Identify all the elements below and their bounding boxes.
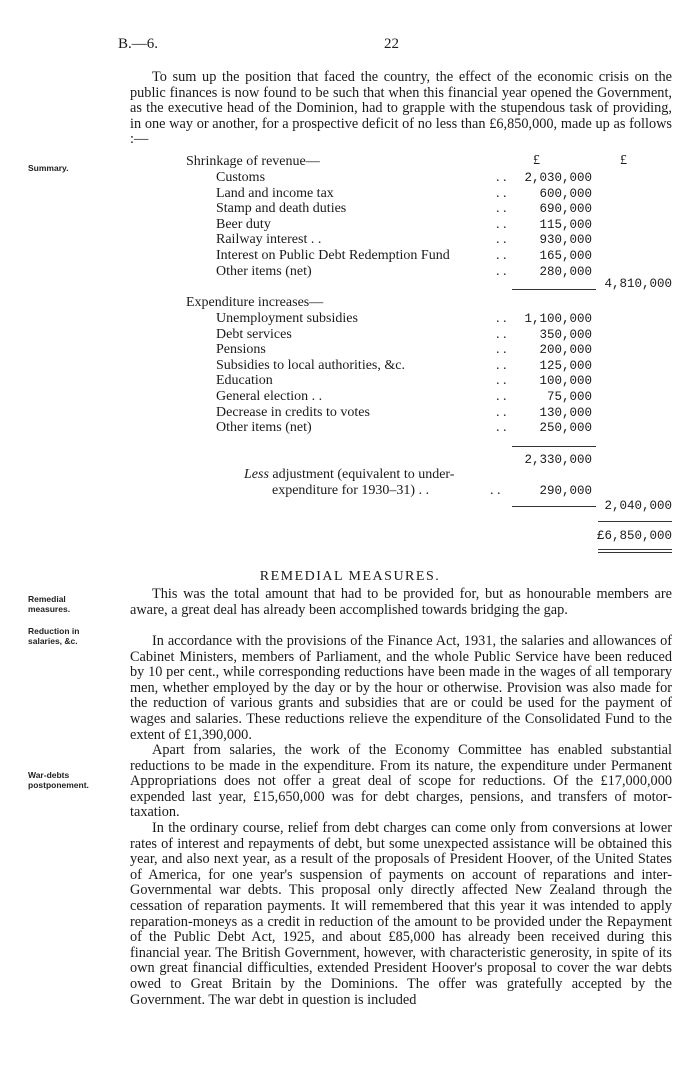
expenditure-item-leader: . . bbox=[496, 342, 507, 358]
revenue-item-label: Customs bbox=[216, 170, 266, 185]
revenue-item-label: Interest on Public Debt Redemption Fund bbox=[216, 248, 450, 263]
expenditure-item-leader: . . bbox=[496, 404, 507, 420]
revenue-item-row bbox=[0, 232, 700, 248]
currency-header-2: £ bbox=[620, 153, 627, 168]
expenditure-item-leader: . . bbox=[496, 357, 507, 373]
revenue-item-row bbox=[0, 201, 700, 217]
expenditure-section-title: Expenditure increases— bbox=[186, 295, 324, 310]
expenditure-item-leader: . . bbox=[496, 373, 507, 389]
expenditure-item-leader: . . bbox=[496, 311, 507, 326]
side-note-remedial: Remedial measures. bbox=[28, 594, 71, 614]
expenditure-rule bbox=[512, 446, 596, 447]
revenue-item-value: 115,000 bbox=[539, 217, 592, 232]
expenditure-item-label: General election . . bbox=[216, 389, 323, 404]
intro-paragraph: To sum up the position that faced the country, the effect of the economic crisis on the public finances is now found to be such that when this financial year opened the Government, as the executive head of the Dominion, had to grapple with the stupendous task of providing, in one way or another, for a prospective deficit of no less than £6,850,000, made up as follows :— bbox=[130, 69, 672, 148]
expenditure-item-leader: . . bbox=[496, 389, 507, 404]
revenue-rule bbox=[512, 289, 596, 290]
expenditure-item-row bbox=[0, 327, 700, 343]
revenue-item-row bbox=[0, 170, 700, 186]
expenditure-item-value: 200,000 bbox=[539, 343, 592, 358]
expenditure-item-value: 1,100,000 bbox=[524, 312, 592, 326]
expenditure-item-label: Education bbox=[216, 373, 273, 389]
revenue-item-leader: . . bbox=[496, 170, 507, 185]
expenditure-item-leader: . . bbox=[496, 326, 507, 342]
less-adjustment-value: 290,000 bbox=[539, 484, 592, 498]
revenue-item-label: Beer duty bbox=[216, 216, 271, 232]
revenue-item-leader: . . bbox=[496, 201, 507, 217]
revenue-item-value: 165,000 bbox=[539, 249, 592, 263]
paragraph-4: In the ordinary course, relief from debt charges can come only from conversions at lower rates of interest and repayments of debt, but some unexpected assistance will be obtained this year, and also next year, as a result of the proposals of President Hoover, of the United States of America, for one year's suspension of payments on account of reparations and inter-Governmental war debts. This proposal only directly affected New Zealand through the cessation of reparation payments. It will remembered that this year it was intended to apply reparation-moneys as a credit in reduction of the amount to be provided under the Repayment of the Public Debt Act, 1925, and about £85,000 has already been received during this financial year. The British Government, however, with characteristic generosity, in spite of its own great financial difficulties, extended President Hoover's proposal to cover the war debts owed to Great Britain by the Dominions. The offer was gratefully accepted by the Government. The war debt in question is included bbox=[130, 820, 672, 1008]
revenue-item-leader: . . bbox=[496, 232, 507, 248]
revenue-item-label: Land and income tax bbox=[216, 185, 334, 201]
expenditure-item-value: 130,000 bbox=[539, 405, 592, 420]
revenue-item-value: 280,000 bbox=[539, 264, 592, 279]
expenditure-item-value: 250,000 bbox=[539, 421, 592, 436]
revenue-item-row bbox=[0, 217, 700, 233]
expenditure-item-row bbox=[0, 342, 700, 358]
expenditure-item-label: Decrease in credits to votes bbox=[216, 404, 370, 420]
revenue-item-value: 690,000 bbox=[539, 202, 592, 217]
revenue-item-label: Other items (net) bbox=[216, 263, 312, 279]
total-rule bbox=[598, 521, 672, 522]
expenditure-item-row bbox=[0, 358, 700, 374]
expenditure-item-value: 100,000 bbox=[539, 374, 592, 389]
paragraph-2: In accordance with the provisions of the Finance Act, 1931, the salaries and allowances of Cabinet Ministers, members of Parliament, and the whole Public Service have been reduced by 10 per cent., while corresponding reductions have been made in the wages of all temporary men, whether employed by the day or by the hour or otherwise. Provision was also made for the reduction of various grants and subsidies that are or could be used for the payment of wages and salaries. These reductions relieve the expenditure of the Consolidated Fund to the extent of £1,390,000. bbox=[130, 633, 672, 743]
revenue-item-leader: . . bbox=[496, 216, 507, 232]
less-italic: Less bbox=[244, 467, 269, 482]
expenditure-item-label: Pensions bbox=[216, 342, 266, 358]
expenditure-item-row bbox=[0, 311, 700, 327]
revenue-item-row bbox=[0, 186, 700, 202]
side-note-war-debts: War-debts postponement. bbox=[28, 770, 89, 790]
revenue-item-row bbox=[0, 248, 700, 264]
expenditure-item-value: 75,000 bbox=[546, 390, 592, 404]
paragraph-1: This was the total amount that had to be provided for, but as honourable members are aware, a great deal has already been accomplished towards bridging the gap. bbox=[130, 586, 672, 618]
expenditure-item-row bbox=[0, 373, 700, 389]
page-number: 22 bbox=[384, 36, 399, 52]
expenditure-item-label: Unemployment subsidies bbox=[216, 311, 358, 326]
side-note-summary: Summary. bbox=[28, 163, 69, 173]
expenditure-item-row bbox=[0, 420, 700, 436]
expenditure-item-label: Other items (net) bbox=[216, 420, 312, 436]
expenditure-item-row bbox=[0, 405, 700, 421]
grand-total: £6,850,000 bbox=[596, 529, 672, 543]
expenditure-item-label: Subsidies to local authorities, &c. bbox=[216, 357, 405, 373]
expenditure-item-row bbox=[0, 389, 700, 405]
expenditure-item-leader: . . bbox=[496, 420, 507, 436]
revenue-item-leader: . . bbox=[496, 185, 507, 201]
running-header: B.—6. bbox=[118, 36, 159, 52]
revenue-total: 4,810,000 bbox=[604, 277, 672, 291]
remedial-heading: REMEDIAL MEASURES. bbox=[259, 569, 441, 584]
expenditure-item-value: 350,000 bbox=[539, 327, 592, 342]
revenue-item-value: 2,030,000 bbox=[524, 171, 592, 185]
revenue-item-label: Stamp and death duties bbox=[216, 201, 347, 217]
revenue-item-label: Railway interest . . bbox=[216, 232, 322, 248]
expenditure-item-label: Debt services bbox=[216, 326, 292, 342]
grand-total-rule-2 bbox=[598, 552, 672, 553]
revenue-item-value: 600,000 bbox=[539, 186, 592, 201]
revenue-section-title: Shrinkage of revenue— bbox=[186, 154, 320, 169]
less-adjustment-line-1 bbox=[244, 467, 454, 483]
revenue-item-leader: . . bbox=[496, 248, 507, 263]
expenditure-item-value: 125,000 bbox=[539, 358, 592, 373]
grand-total-rule-1 bbox=[598, 549, 672, 550]
currency-header-1: £ bbox=[533, 153, 540, 168]
adjustment-rule bbox=[512, 506, 596, 507]
side-note-reduction: Reduction in salaries, &c. bbox=[28, 626, 80, 646]
expenditure-subtotal: 2,330,000 bbox=[524, 453, 592, 467]
less-text-1: adjustment (equivalent to under- bbox=[272, 467, 455, 482]
revenue-item-leader: . . bbox=[496, 263, 507, 279]
paragraph-3: Apart from salaries, the work of the Economy Committee has enabled substantial reductions to be made in the expenditure. From its nature, the expenditure under Permanent Appropriations does not offer a great deal of scope for reductions. Of the £17,000,000 expended last year, £15,650,000 was for debt charges, pensions, and transfers of motor-taxation. bbox=[130, 742, 672, 821]
expenditure-total: 2,040,000 bbox=[604, 499, 672, 513]
less-text-2: expenditure for 1930–31) . . bbox=[272, 483, 430, 498]
revenue-item-value: 930,000 bbox=[539, 233, 592, 248]
less-adjustment-line-2: expenditure for 1930–31) . . . . bbox=[272, 483, 501, 498]
